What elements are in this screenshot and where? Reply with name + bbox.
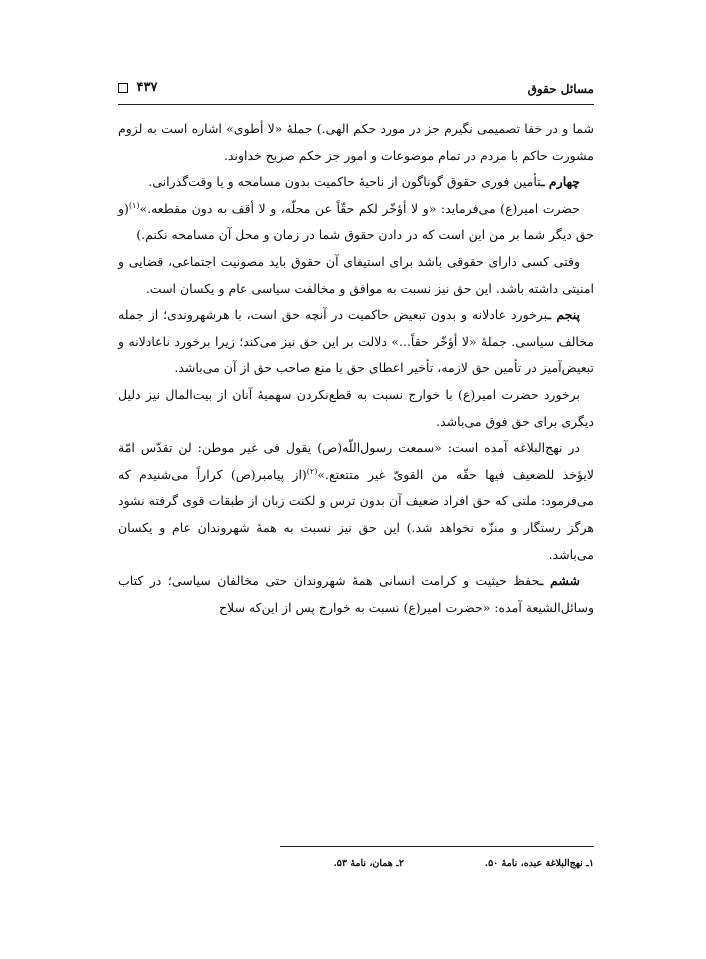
footnote-2: ۲ـ همان، نامۀ ۵۳. <box>333 858 404 869</box>
paragraph <box>118 302 594 382</box>
paragraph <box>118 568 594 621</box>
square-marker-icon <box>118 83 128 93</box>
running-header <box>118 78 594 100</box>
footnote-1: ۱ـ نهج‌البلاغة عبده، نامۀ ۵۰. <box>484 858 594 869</box>
paragraph-text: حفظ حیثیت و کرامت انسانی همۀ شهروندان حتی مخالفان سیاسی؛ در کتاب وسائل‌الشیعة آمده: «حضرت امیر(ع) نسبت به خوارج پس از این‌که سلاح <box>118 573 594 615</box>
quote-text: در نهج‌البلاغه آمده است: «سمعت رسول‌اللّه(ص) یقول فی غیر موطن: لن تقدّس امّة لایؤخذ للضعیف فیها حقّه من القویّ غیر متتعتع.» <box>118 440 594 482</box>
footnote-ref: (۱) <box>128 200 140 210</box>
paragraph: برخورد حضرت امیر(ع) با خوارج نسبت به قطع‌نکردن سهمیۀ آنان از بیت‌المال نیز دلیل دیگری برای حق فوق می‌باشد. <box>118 386 594 429</box>
header-rule <box>118 104 594 105</box>
chapter-title: مسائل حقوق <box>527 82 594 96</box>
footnote-rule <box>280 846 594 847</box>
paragraph-text: تأمین فوری حقوق گوناگون از ناحیۀ حاکمیت بدون مسامحه و یا وقت‌گذرانی. <box>148 174 541 190</box>
paragraph <box>118 169 594 196</box>
paragraph-text: (و حق دیگر شما بر من این است که در دادن حقوق شما در زمان و محل آن مسامحه نکنم.) <box>118 200 594 243</box>
paragraph: وقتی کسی دارای حقوقی باشد برای استیفای آن حقوق باید مصونیت اجتماعی، قضایی و امنیتی داشته باشد. این حق نیز نسبت به موافق و مخالفت سیاسی عام و یکسان است. <box>118 253 594 296</box>
page-number: ۴۳۷ <box>136 80 158 95</box>
section-lead: ششم ـ <box>539 573 580 589</box>
footnotes <box>250 858 594 874</box>
paragraph-text: (از پیامبر(ص) کراراً می‌شنیدم که می‌فرمود: ملتی که حق افراد ضعیف آن بدون ترس و لکنت زبان از طبقات قوی گرفته نشود هرگز رستگار و منزّه نخواهد شد.) این حق نیز نسبت به همۀ شهروندان عام و یکسان می‌باشد. <box>118 466 594 562</box>
section-lead: چهارم ـ <box>540 174 580 190</box>
paragraph: شما و در خفا تصمیمی نگیرم جز در مورد حکم الهی.) جملۀ «لا أطوی» اشاره است به لزوم مشورت حاکم با مردم در تمام موضوعات و امور جز حکم صریح خداوند. <box>118 121 594 163</box>
quote-text: حضرت امیر(ع) می‌فرماید: «و لا أؤخّر لکم حقّاً عن محلّه، و لا أقف به دون مقطعه.» <box>139 200 580 216</box>
paragraph <box>118 435 594 568</box>
body-text <box>118 116 594 621</box>
paragraph-text: برخورد عادلانه و بدون تبعیض حاکمیت در آنچه حق است، با هرشهروندی؛ از جمله مخالف سیاسی. جملۀ «لا أؤخّر حقاً...» دلالت بر این حق نیز می‌کند؛ زیرا برخورد ناعادلانه و تبعیض‌آمیز در تأمین حق لازمه، تأخیر اعطای حق یا منع صاحب حق از آن می‌باشد. <box>118 307 594 376</box>
paragraph <box>118 196 594 249</box>
section-lead: پنجم ـ <box>547 307 580 323</box>
page-number-group <box>118 80 157 95</box>
footnote-ref: (۲) <box>306 466 318 476</box>
